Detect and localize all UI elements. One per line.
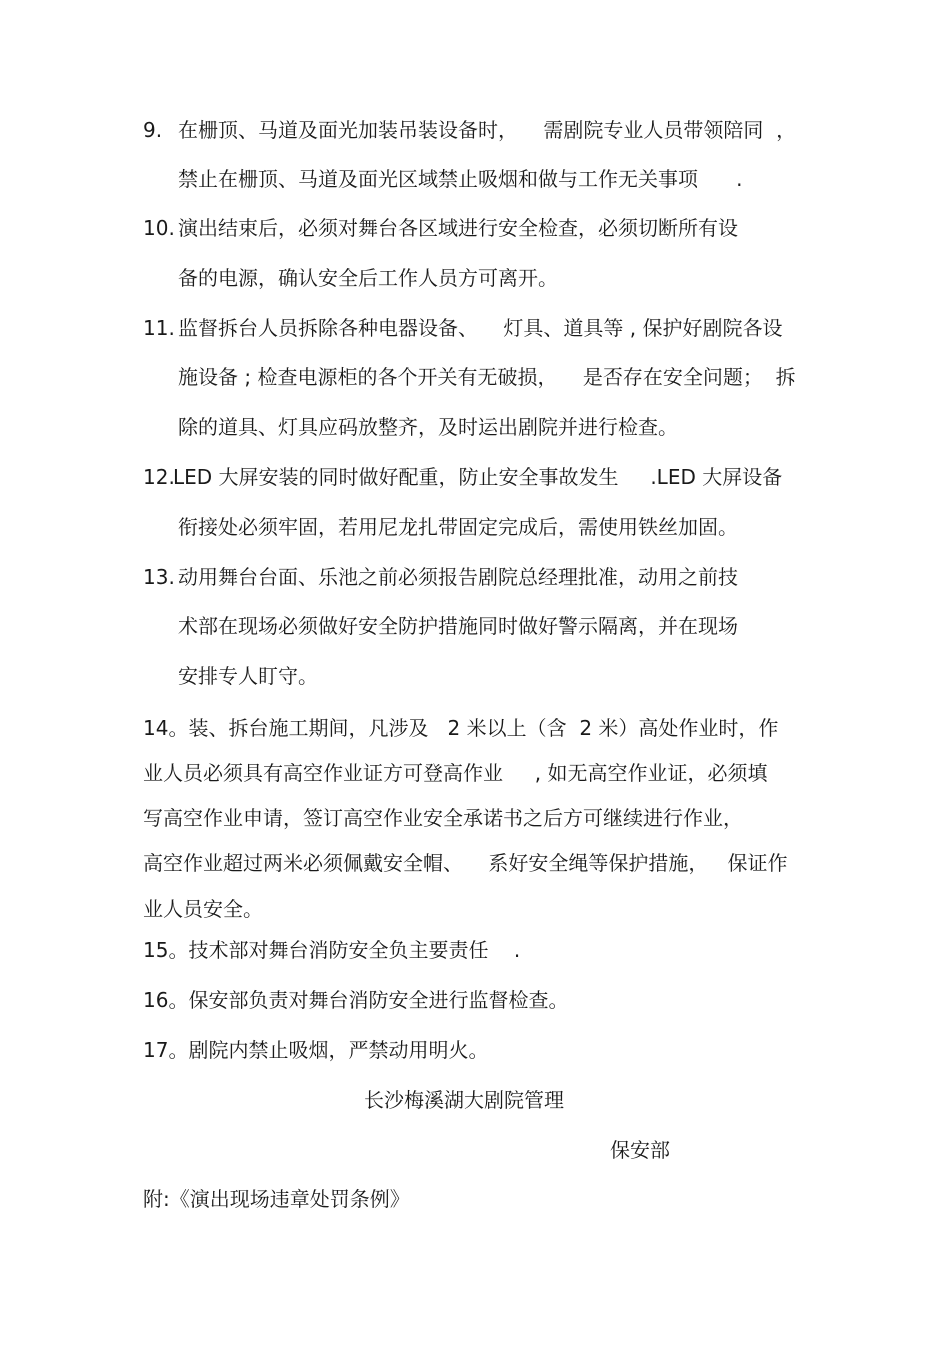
item-11-number: 11. (143, 316, 175, 340)
item-14-line-1: 14。装、拆台施工期间，凡涉及 2 米以上（含 2 米）高处作业时，作 (143, 716, 779, 740)
item-12-line-2: 衔接处必须牢固，若用尼龙扎带固定完成后，需使用铁丝加固。 (178, 515, 738, 539)
signature-org: 长沙梅溪湖大剧院管理 (364, 1088, 564, 1112)
item-9-line-1: 在栅顶、马道及面光加装吊装设备时， 需剧院专业人员带领陪同 ， (178, 118, 797, 142)
item-11-line-3: 除的道具、灯具应码放整齐，及时运出剧院并进行检查。 (178, 415, 678, 439)
item-14-line-3: 写高空作业申请，签订高空作业安全承诺书之后方可继续进行作业， (143, 806, 743, 830)
item-14-line-5: 业人员安全。 (143, 897, 263, 921)
item-13-line-1: 动用舞台台面、乐池之前必须报告剧院总经理批准，动用之前技 (178, 565, 738, 589)
item-9-line-2: 禁止在栅顶、马道及面光区域禁止吸烟和做与工作无关事项 . (178, 167, 743, 191)
item-11-line-2: 施设备 ; 检查电源柜的各个开关有无破损， 是否存在安全问题； 拆 (178, 365, 796, 389)
item-12-number: 12. (143, 465, 175, 489)
item-15: 15。技术部对舞台消防安全负主要责任 . (143, 938, 521, 962)
item-13-number: 13. (143, 565, 175, 589)
attachment-note: 附:《演出现场违章处罚条例》 (143, 1187, 410, 1211)
item-12-line-1: LED 大屏安装的同时做好配重，防止安全事故发生 .LED 大屏设备 (173, 465, 783, 489)
item-10-line-2: 备的电源，确认安全后工作人员方可离开。 (178, 266, 558, 290)
item-11-line-1: 监督拆台人员拆除各种电器设备、 灯具、道具等 , 保护好剧院各设 (178, 316, 783, 340)
item-13-line-2: 术部在现场必须做好安全防护措施同时做好警示隔离，并在现场 (178, 614, 738, 638)
item-17: 17。剧院内禁止吸烟，严禁动用明火。 (143, 1038, 489, 1062)
item-14-line-2: 业人员必须具有高空作业证方可登高作业 , 如无高空作业证，必须填 (143, 761, 768, 785)
item-10-number: 10. (143, 216, 175, 240)
item-16: 16。保安部负责对舞台消防安全进行监督检查。 (143, 988, 569, 1012)
item-9-number: 9. (143, 118, 163, 142)
item-10-line-1: 演出结束后，必须对舞台各区域进行安全检查，必须切断所有设 (178, 216, 738, 240)
signature-dept: 保安部 (610, 1138, 670, 1162)
item-14-line-4: 高空作业超过两米必须佩戴安全帽、 系好安全绳等保护措施， 保证作 (143, 851, 788, 875)
item-13-line-3: 安排专人盯守。 (178, 664, 318, 688)
